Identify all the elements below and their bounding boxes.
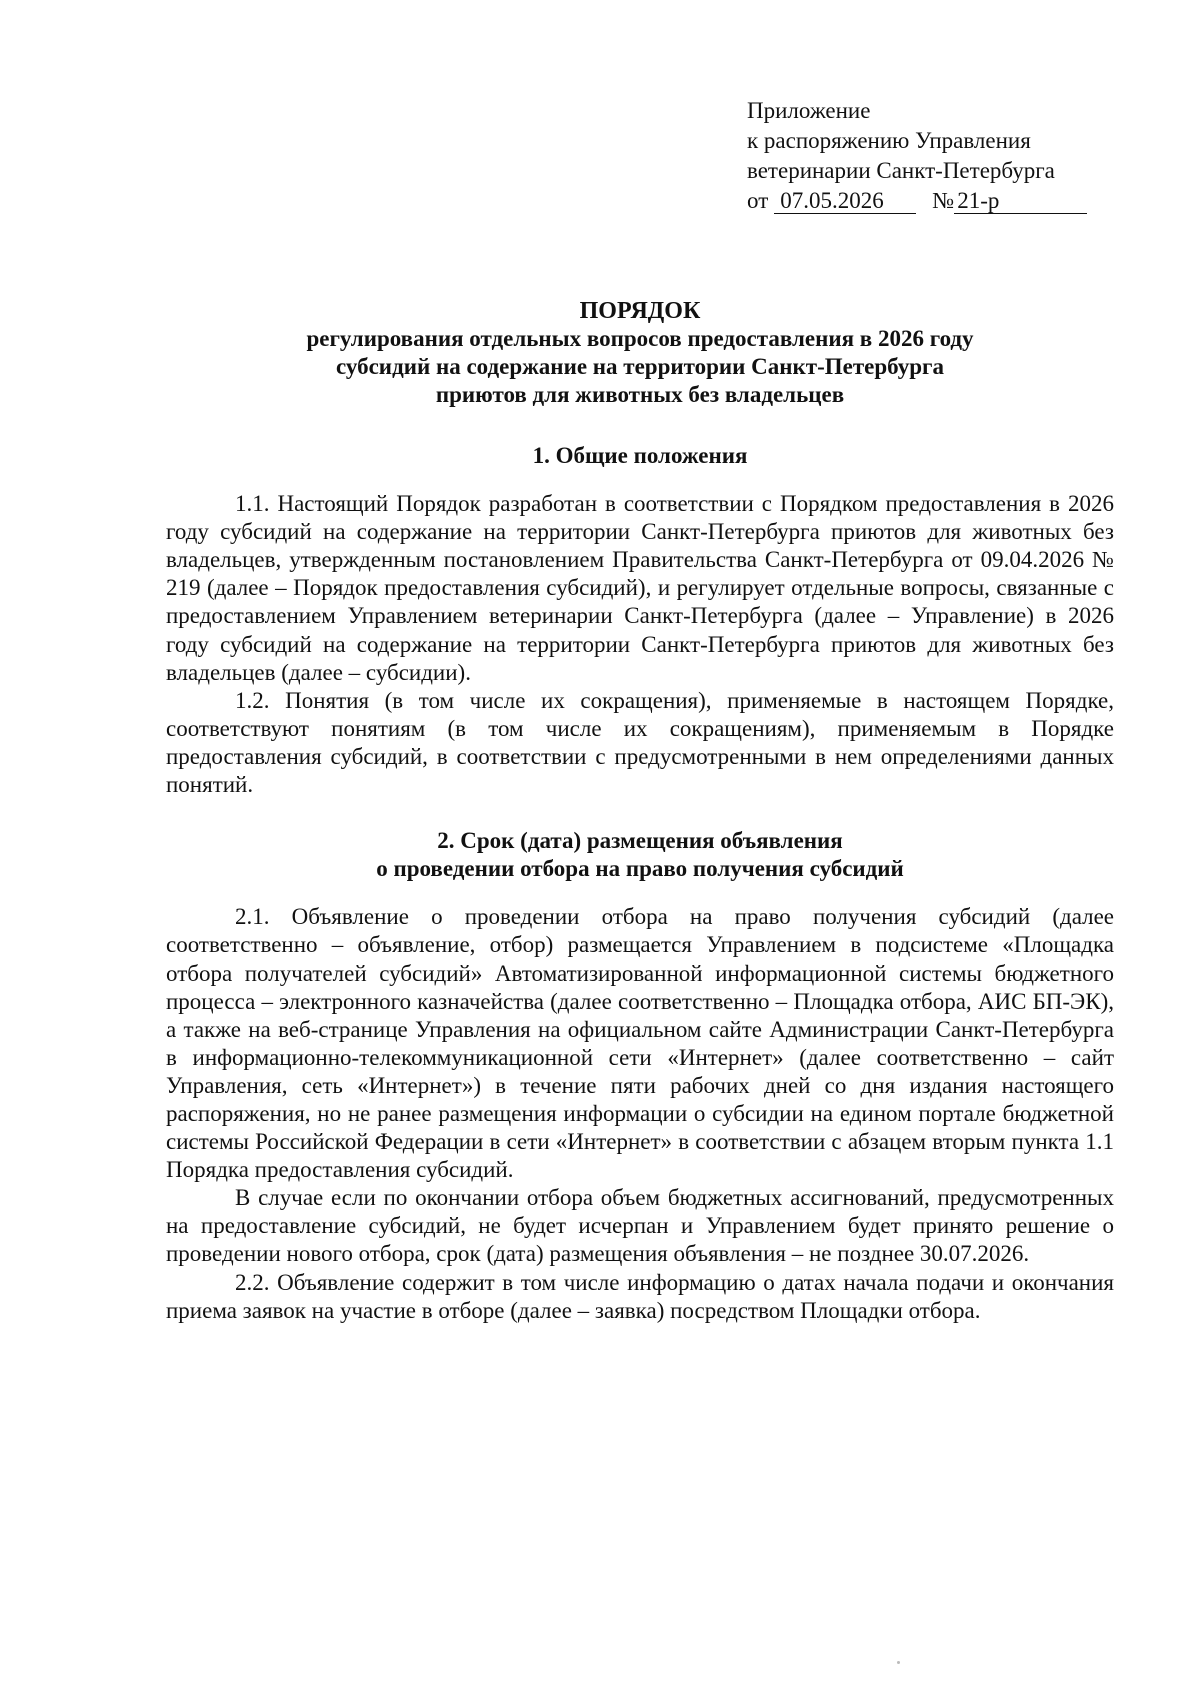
order-number: 21-р	[954, 189, 1087, 214]
title-heading: ПОРЯДОК	[579, 298, 701, 324]
scan-speck	[897, 1661, 900, 1664]
section-2-title-line-2: о проведении отбора на право получения субсидий	[376, 856, 904, 882]
title-line-1: регулирования отдельных вопросов предоставления в 2026 году	[306, 326, 974, 351]
paragraph-2-1-b: В случае если по окончании отбора объем бюджетных ассигнований, предусмотренных на предоставление субсидий, не будет исчерпан и Управлением будет принято решение о проведении нового отбора, срок (дата) размещения объявления – не позднее 30.07.2026.	[166, 1185, 1114, 1267]
document-body	[166, 297, 1114, 1325]
appendix-title: Приложение	[747, 98, 871, 123]
title-line-3: приютов для животных без владельцев	[435, 382, 845, 407]
appendix-date-number-line	[747, 186, 1147, 216]
appendix-order-ref: к распоряжению Управления	[747, 128, 1031, 153]
paragraph-1-1: 1.1. Настоящий Порядок разработан в соответствии с Порядком предоставления в 2026 году субсидий на содержание на территории Санкт-Петербурга приютов для животных без владельцев, утвержденным постановлением Правительства Санкт-Петербурга от 09.04.2026 № 219 (далее – Порядок предоставления субсидий), и регулирует отдельные вопросы, связанные с предоставлением Управлением ветеринарии Санкт-Петербурга (далее – Управление) в 2026 году субсидий на содержание на территории Санкт-Петербурга приютов для животных без владельцев (далее – субсидии).	[166, 491, 1114, 685]
date-prefix: от	[747, 188, 769, 213]
section-2-title	[166, 827, 1114, 883]
paragraph-1-2: 1.2. Понятия (в том числе их сокращения), применяемые в настоящем Порядке, соответствуют понятиям (в том числе их сокращениям), применяемым в Порядке предоставления субсидий, в соответствии с предусмотренными в нем определениями данных понятий.	[166, 687, 1114, 798]
title-line-2: субсидий на содержание на территории Санкт-Петербурга	[336, 354, 944, 379]
paragraph-2-1: 2.1. Объявление о проведении отбора на право получения субсидий (далее соответственно – объявление, отбор) размещается Управлением в подсистеме «Площадка отбора получателей субсидий» Автоматизированной информационной системы бюджетного процесса – электронного казначейства (далее соответственно – Площадка отбора, АИС БП-ЭК), а также на веб-странице Управления на официальном сайте Администрации Санкт-Петербурга в информационно-телекоммуникационной сети «Интернет» (далее соответственно – сайт Управления, сеть «Интернет») в течение пяти рабочих дней со дня издания настоящего распоряжения, но не ранее размещения информации о субсидии на едином портале бюджетной системы Российской Федерации в сети «Интернет» в соответствии с абзацем вторым пункта 1.1 Порядка предоставления субсидий.	[166, 904, 1114, 1183]
document-title	[166, 297, 1114, 409]
appendix-authority: ветеринарии Санкт-Петербурга	[747, 158, 1055, 183]
section-1-title: 1. Общие положения	[532, 443, 748, 468]
paragraph-2-2: 2.2. Объявление содержит в том числе информацию о датах начала подачи и окончания приема заявок на участие в отборе (далее – заявка) посредством Площадки отбора.	[166, 1269, 1114, 1323]
appendix-block	[747, 96, 1147, 216]
order-date: 07.05.2026	[774, 189, 916, 214]
section-2-title-line-1: 2. Срок (дата) размещения объявления	[437, 828, 843, 854]
number-prefix: №	[932, 188, 955, 213]
